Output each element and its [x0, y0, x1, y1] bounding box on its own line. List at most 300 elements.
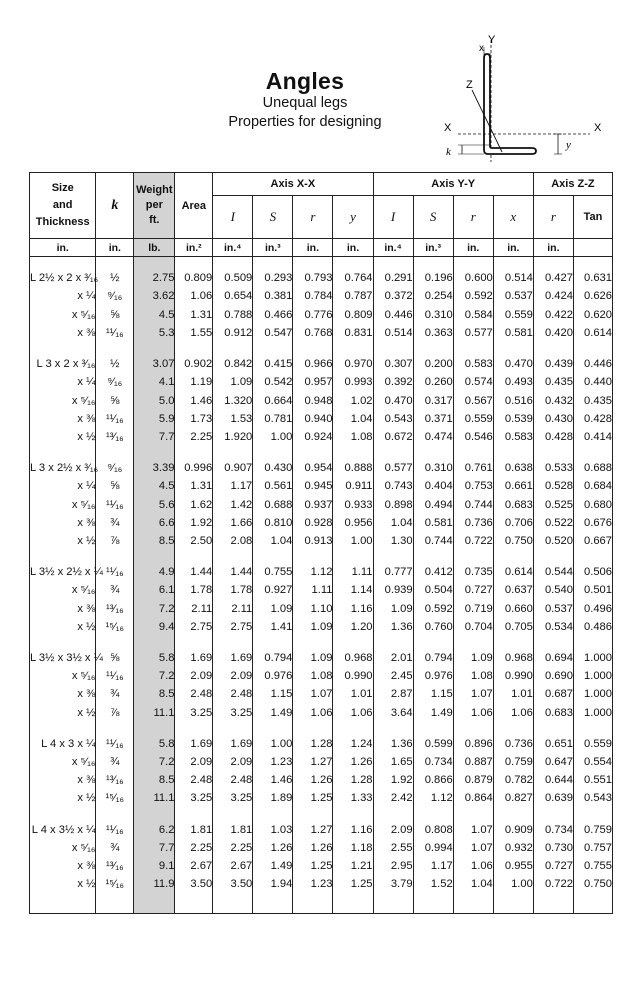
cell-area: 1.69 [175, 650, 213, 668]
cell-xx-I: 3.50 [213, 876, 253, 894]
cell-yy-I: 3.64 [373, 704, 413, 722]
cell-zz-r: 0.544 [533, 564, 573, 582]
unit-area: in.² [175, 239, 213, 257]
cell-size: L 2½ x 2 x ³⁄₁₆ [30, 272, 99, 285]
cell-zz-tan: 0.551 [573, 772, 612, 790]
cell-xx-I: 2.48 [213, 772, 253, 790]
cell-yy-x: 0.470 [493, 356, 533, 374]
cell-yy-r: 1.04 [453, 876, 493, 894]
cell-xx-S: 0.293 [253, 270, 293, 288]
cell-zz-r: 0.540 [533, 582, 573, 600]
cell-zz-tan: 0.414 [573, 429, 612, 447]
table-row [30, 270, 613, 288]
cell-xx-S: 1.09 [253, 600, 293, 618]
cell-xx-r: 1.08 [293, 668, 333, 686]
cell-zz-tan: 0.755 [573, 858, 612, 876]
cell-yy-S: 0.371 [413, 410, 453, 428]
cell-area: 3.25 [175, 704, 213, 722]
cell-yy-x: 0.583 [493, 429, 533, 447]
cell-area: 1.46 [175, 392, 213, 410]
table-row [30, 410, 613, 428]
cell-k: ¾ [96, 514, 134, 532]
cell-yy-S: 0.794 [413, 650, 453, 668]
cell-zz-r: 0.727 [533, 858, 573, 876]
cell-yy-x: 0.759 [493, 754, 533, 772]
cell-yy-x: 0.638 [493, 460, 533, 478]
cell-yy-x: 0.514 [493, 270, 533, 288]
table-row [30, 821, 613, 839]
cell-zz-tan: 0.554 [573, 754, 612, 772]
cell-xx-I: 1.09 [213, 374, 253, 392]
cell-zz-tan: 0.757 [573, 839, 612, 857]
cell-yy-I: 0.446 [373, 306, 413, 324]
cell-weight: 7.2 [134, 754, 175, 772]
yy-col-S: S [413, 196, 453, 239]
cell-xx-S: 1.89 [253, 790, 293, 808]
cell-xx-r: 0.937 [293, 496, 333, 514]
cell-area: 2.09 [175, 668, 213, 686]
cell-zz-tan: 1.000 [573, 704, 612, 722]
cell-xx-S: 0.976 [253, 668, 293, 686]
table-row [30, 478, 613, 496]
xx-col-r: r [293, 196, 333, 239]
cell-yy-x: 0.968 [493, 650, 533, 668]
cell-xx-I: 1.320 [213, 392, 253, 410]
cell-k: ⅝ [96, 392, 134, 410]
cell-xx-S: 1.41 [253, 619, 293, 637]
cell-k: ¹¹⁄₁₆ [96, 735, 134, 753]
cell-area: 1.92 [175, 514, 213, 532]
cell-xx-r: 1.23 [293, 876, 333, 894]
table-row [30, 392, 613, 410]
cell-yy-I: 2.55 [373, 839, 413, 857]
cell-yy-I: 0.291 [373, 270, 413, 288]
cell-zz-tan: 0.559 [573, 735, 612, 753]
cell-yy-r: 0.761 [453, 460, 493, 478]
cell-xx-y: 1.01 [333, 686, 373, 704]
cell-yy-r: 1.06 [453, 704, 493, 722]
cell-zz-tan: 0.506 [573, 564, 612, 582]
unit-yy-I: in.⁴ [373, 239, 413, 257]
cell-yy-S: 0.976 [413, 668, 453, 686]
cell-yy-r: 1.07 [453, 821, 493, 839]
cell-xx-I: 3.25 [213, 704, 253, 722]
cell-weight: 5.3 [134, 325, 175, 343]
cell-yy-r: 1.06 [453, 858, 493, 876]
table-row [30, 564, 613, 582]
cell-xx-S: 0.415 [253, 356, 293, 374]
cell-xx-y: 1.06 [333, 704, 373, 722]
cell-xx-y: 1.21 [333, 858, 373, 876]
cell-xx-y: 1.33 [333, 790, 373, 808]
cell-xx-y: 0.956 [333, 514, 373, 532]
cell-yy-S: 0.808 [413, 821, 453, 839]
cell-yy-x: 0.660 [493, 600, 533, 618]
k-header: k [96, 173, 134, 239]
title-block [180, 68, 430, 132]
cell-yy-S: 1.15 [413, 686, 453, 704]
cell-yy-I: 0.543 [373, 410, 413, 428]
cell-yy-I: 0.898 [373, 496, 413, 514]
cell-xx-I: 1.69 [213, 650, 253, 668]
cell-yy-I: 1.92 [373, 772, 413, 790]
cell-size: x ⅜ [77, 602, 96, 615]
cell-weight: 2.75 [134, 270, 175, 288]
cell-weight: 6.1 [134, 582, 175, 600]
cell-size: L 3 x 2 x ³⁄₁₆ [36, 358, 96, 371]
cell-xx-I: 2.11 [213, 600, 253, 618]
cell-zz-tan: 0.676 [573, 514, 612, 532]
cell-zz-tan: 0.620 [573, 306, 612, 324]
table-row [30, 790, 613, 808]
cell-k: ¹⁵⁄₁₆ [96, 790, 134, 808]
cell-xx-r: 1.09 [293, 619, 333, 637]
cell-zz-r: 0.439 [533, 356, 573, 374]
table-row [30, 686, 613, 704]
cell-yy-r: 0.735 [453, 564, 493, 582]
cell-xx-r: 0.954 [293, 460, 333, 478]
cell-size: x ¼ [77, 376, 96, 389]
cell-weight: 4.5 [134, 306, 175, 324]
cell-xx-r: 1.06 [293, 704, 333, 722]
cell-xx-r: 0.793 [293, 270, 333, 288]
cell-xx-S: 1.49 [253, 704, 293, 722]
cell-xx-r: 1.25 [293, 790, 333, 808]
yy-col-I: I [373, 196, 413, 239]
cell-yy-I: 1.30 [373, 533, 413, 551]
size-header [30, 173, 96, 239]
cell-area: 1.62 [175, 496, 213, 514]
cell-area: 2.11 [175, 600, 213, 618]
cell-xx-I: 2.67 [213, 858, 253, 876]
cell-zz-r: 0.722 [533, 876, 573, 894]
cell-xx-S: 0.664 [253, 392, 293, 410]
cell-weight: 5.8 [134, 735, 175, 753]
cell-k: ¹¹⁄₁₆ [96, 410, 134, 428]
cell-zz-r: 0.525 [533, 496, 573, 514]
cell-xx-I: 2.08 [213, 533, 253, 551]
cell-xx-y: 0.993 [333, 374, 373, 392]
cell-xx-S: 0.547 [253, 325, 293, 343]
cell-area: 0.809 [175, 270, 213, 288]
cell-xx-y: 0.888 [333, 460, 373, 478]
cell-xx-I: 1.81 [213, 821, 253, 839]
cell-xx-y: 0.809 [333, 306, 373, 324]
cell-size: x ⁵⁄₁₆ [71, 670, 96, 683]
table-row [30, 496, 613, 514]
table-row [30, 325, 613, 343]
cell-zz-r: 0.432 [533, 392, 573, 410]
cell-size: x ⁵⁄₁₆ [71, 841, 96, 854]
cell-k: ⁹⁄₁₆ [96, 288, 134, 306]
cell-area: 0.996 [175, 460, 213, 478]
cell-xx-S: 0.927 [253, 582, 293, 600]
size-header-line-1: Size [51, 182, 74, 194]
cell-xx-r: 1.10 [293, 600, 333, 618]
cell-weight: 8.5 [134, 686, 175, 704]
cell-yy-r: 1.07 [453, 839, 493, 857]
cell-yy-x: 0.559 [493, 306, 533, 324]
table-row [30, 876, 613, 894]
cell-zz-tan: 0.680 [573, 496, 612, 514]
cell-xx-y: 0.968 [333, 650, 373, 668]
cell-area: 1.81 [175, 821, 213, 839]
cell-xx-I: 1.42 [213, 496, 253, 514]
zz-col-tan: Tan [573, 196, 612, 239]
cell-k: ¾ [96, 754, 134, 772]
cell-k: ¹¹⁄₁₆ [96, 325, 134, 343]
cell-xx-I: 1.78 [213, 582, 253, 600]
cell-yy-S: 0.744 [413, 533, 453, 551]
cell-yy-x: 0.537 [493, 288, 533, 306]
cell-yy-S: 0.260 [413, 374, 453, 392]
cell-xx-S: 0.794 [253, 650, 293, 668]
cell-yy-S: 0.494 [413, 496, 453, 514]
cell-yy-x: 0.683 [493, 496, 533, 514]
cell-xx-S: 0.561 [253, 478, 293, 496]
cell-yy-x: 0.581 [493, 325, 533, 343]
cell-yy-I: 1.04 [373, 514, 413, 532]
cell-xx-y: 1.14 [333, 582, 373, 600]
axis-zz-header: Axis Z-Z [533, 173, 612, 196]
cell-zz-r: 0.730 [533, 839, 573, 857]
cell-yy-S: 1.17 [413, 858, 453, 876]
cell-weight: 6.2 [134, 821, 175, 839]
cell-zz-r: 0.435 [533, 374, 573, 392]
cell-xx-I: 1.69 [213, 735, 253, 753]
cell-xx-y: 0.933 [333, 496, 373, 514]
cell-area: 1.06 [175, 288, 213, 306]
cell-yy-I: 0.392 [373, 374, 413, 392]
cell-weight: 3.07 [134, 356, 175, 374]
label-y-top: Y [488, 34, 496, 46]
table-row [30, 858, 613, 876]
cell-zz-tan: 0.759 [573, 821, 612, 839]
subtitle-properties: Properties for designing [228, 114, 382, 130]
label-x-top: x [479, 43, 484, 54]
table-row [30, 288, 613, 306]
cell-area: 1.69 [175, 735, 213, 753]
cell-zz-tan: 1.000 [573, 686, 612, 704]
cell-yy-r: 0.600 [453, 270, 493, 288]
cell-size: x ¼ [77, 480, 96, 493]
table-row [30, 460, 613, 478]
cell-xx-I: 0.788 [213, 306, 253, 324]
cell-xx-I: 2.75 [213, 619, 253, 637]
cell-size: x ⅜ [77, 688, 96, 701]
cell-area: 1.31 [175, 478, 213, 496]
cell-xx-r: 1.26 [293, 772, 333, 790]
size-header-line-3: Thickness [35, 216, 90, 228]
table-row [30, 356, 613, 374]
table-row [30, 754, 613, 772]
cell-xx-I: 2.48 [213, 686, 253, 704]
cell-zz-tan: 0.688 [573, 460, 612, 478]
cell-zz-tan: 0.428 [573, 410, 612, 428]
cell-yy-r: 0.704 [453, 619, 493, 637]
cell-k: ⁹⁄₁₆ [96, 374, 134, 392]
cell-area: 2.50 [175, 533, 213, 551]
label-x-left: X [444, 122, 452, 134]
cell-xx-I: 1.66 [213, 514, 253, 532]
cell-xx-r: 0.945 [293, 478, 333, 496]
cell-xx-r: 0.966 [293, 356, 333, 374]
cell-yy-x: 1.00 [493, 876, 533, 894]
cell-xx-y: 1.28 [333, 772, 373, 790]
cell-yy-r: 0.887 [453, 754, 493, 772]
cell-yy-I: 2.95 [373, 858, 413, 876]
cell-xx-r: 0.784 [293, 288, 333, 306]
cell-zz-r: 0.694 [533, 650, 573, 668]
cell-yy-x: 0.706 [493, 514, 533, 532]
cell-yy-x: 1.06 [493, 704, 533, 722]
unit-yy-S: in.³ [413, 239, 453, 257]
cell-xx-y: 1.11 [333, 564, 373, 582]
table-header [30, 173, 613, 257]
cell-xx-y: 1.16 [333, 821, 373, 839]
cell-zz-r: 0.522 [533, 514, 573, 532]
cell-weight: 7.2 [134, 600, 175, 618]
subtitle-unequal-legs: Unequal legs [262, 95, 348, 111]
cell-k: ¹⁵⁄₁₆ [96, 876, 134, 894]
table-row [30, 735, 613, 753]
cell-yy-I: 2.87 [373, 686, 413, 704]
cell-xx-r: 0.776 [293, 306, 333, 324]
cell-yy-S: 0.254 [413, 288, 453, 306]
cell-yy-x: 0.909 [493, 821, 533, 839]
cell-xx-S: 1.04 [253, 533, 293, 551]
cell-zz-r: 0.647 [533, 754, 573, 772]
zz-col-r: r [533, 196, 573, 239]
cell-xx-S: 1.26 [253, 839, 293, 857]
cell-zz-tan: 1.000 [573, 650, 612, 668]
cell-xx-S: 1.49 [253, 858, 293, 876]
cell-yy-I: 2.45 [373, 668, 413, 686]
cell-yy-S: 0.581 [413, 514, 453, 532]
unit-yy-x: in. [493, 239, 533, 257]
cell-size: x ⁵⁄₁₆ [71, 498, 96, 511]
cell-xx-r: 1.25 [293, 858, 333, 876]
axis-yy-header: Axis Y-Y [373, 173, 533, 196]
cell-area: 2.25 [175, 839, 213, 857]
cell-xx-y: 1.18 [333, 839, 373, 857]
cell-xx-y: 1.24 [333, 735, 373, 753]
cell-k: ¹¹⁄₁₆ [96, 496, 134, 514]
cell-yy-x: 0.637 [493, 582, 533, 600]
cell-yy-r: 1.08 [453, 668, 493, 686]
table-row [30, 533, 613, 551]
cell-weight: 5.6 [134, 496, 175, 514]
cell-yy-S: 0.592 [413, 600, 453, 618]
cell-size: x ½ [77, 878, 96, 891]
cell-xx-S: 0.781 [253, 410, 293, 428]
cell-k: ¹³⁄₁₆ [96, 858, 134, 876]
cell-yy-I: 2.09 [373, 821, 413, 839]
table-row [30, 582, 613, 600]
yy-col-r: r [453, 196, 493, 239]
cell-yy-r: 0.744 [453, 496, 493, 514]
cell-xx-I: 0.509 [213, 270, 253, 288]
cell-weight: 4.5 [134, 478, 175, 496]
cell-yy-S: 0.599 [413, 735, 453, 753]
cell-yy-r: 0.879 [453, 772, 493, 790]
cell-yy-I: 0.577 [373, 460, 413, 478]
cell-zz-tan: 0.496 [573, 600, 612, 618]
cell-yy-S: 0.196 [413, 270, 453, 288]
cell-xx-S: 0.430 [253, 460, 293, 478]
cell-yy-x: 1.01 [493, 686, 533, 704]
unit-size: in. [30, 239, 96, 257]
cell-xx-S: 0.688 [253, 496, 293, 514]
cell-weight: 5.9 [134, 410, 175, 428]
cell-zz-tan: 0.501 [573, 582, 612, 600]
cell-zz-r: 0.533 [533, 460, 573, 478]
unit-zz-r: in. [533, 239, 573, 257]
xx-col-S: S [253, 196, 293, 239]
cell-yy-r: 0.896 [453, 735, 493, 753]
cell-yy-I: 1.65 [373, 754, 413, 772]
cell-yy-S: 0.200 [413, 356, 453, 374]
cell-xx-y: 0.911 [333, 478, 373, 496]
cell-area: 2.48 [175, 772, 213, 790]
cell-xx-S: 0.755 [253, 564, 293, 582]
cell-xx-I: 3.25 [213, 790, 253, 808]
cell-zz-r: 0.520 [533, 533, 573, 551]
cell-yy-x: 0.750 [493, 533, 533, 551]
cell-yy-x: 0.990 [493, 668, 533, 686]
cell-yy-I: 0.672 [373, 429, 413, 447]
table-row [30, 429, 613, 447]
cell-zz-r: 0.528 [533, 478, 573, 496]
cell-zz-r: 0.427 [533, 270, 573, 288]
cell-zz-r: 0.734 [533, 821, 573, 839]
cell-xx-S: 1.03 [253, 821, 293, 839]
cell-area: 2.48 [175, 686, 213, 704]
weight-header [134, 173, 175, 239]
group-spacer [30, 808, 613, 821]
cell-yy-S: 0.994 [413, 839, 453, 857]
cell-xx-y: 1.20 [333, 619, 373, 637]
group-spacer [30, 551, 613, 564]
cell-weight: 7.2 [134, 668, 175, 686]
unit-xx-y: in. [333, 239, 373, 257]
cell-xx-r: 0.948 [293, 392, 333, 410]
table-row [30, 839, 613, 857]
cell-xx-r: 1.09 [293, 650, 333, 668]
cell-yy-r: 0.727 [453, 582, 493, 600]
cell-yy-r: 0.719 [453, 600, 493, 618]
label-z: Z [466, 79, 473, 91]
cell-xx-r: 0.940 [293, 410, 333, 428]
cell-area: 1.31 [175, 306, 213, 324]
cell-k: ¹¹⁄₁₆ [96, 821, 134, 839]
cell-k: ¹³⁄₁₆ [96, 772, 134, 790]
label-k: k [446, 146, 451, 158]
angle-section-diagram [440, 34, 610, 164]
cell-area: 2.25 [175, 429, 213, 447]
cell-yy-r: 1.07 [453, 686, 493, 704]
table-body [30, 257, 613, 914]
cell-yy-r: 0.753 [453, 478, 493, 496]
cell-yy-I: 0.514 [373, 325, 413, 343]
cell-k: ⅝ [96, 306, 134, 324]
cell-size: x ⅜ [77, 412, 96, 425]
cell-zz-tan: 0.684 [573, 478, 612, 496]
cell-xx-r: 0.928 [293, 514, 333, 532]
cell-zz-r: 0.424 [533, 288, 573, 306]
cell-zz-tan: 0.631 [573, 270, 612, 288]
cell-xx-S: 0.466 [253, 306, 293, 324]
